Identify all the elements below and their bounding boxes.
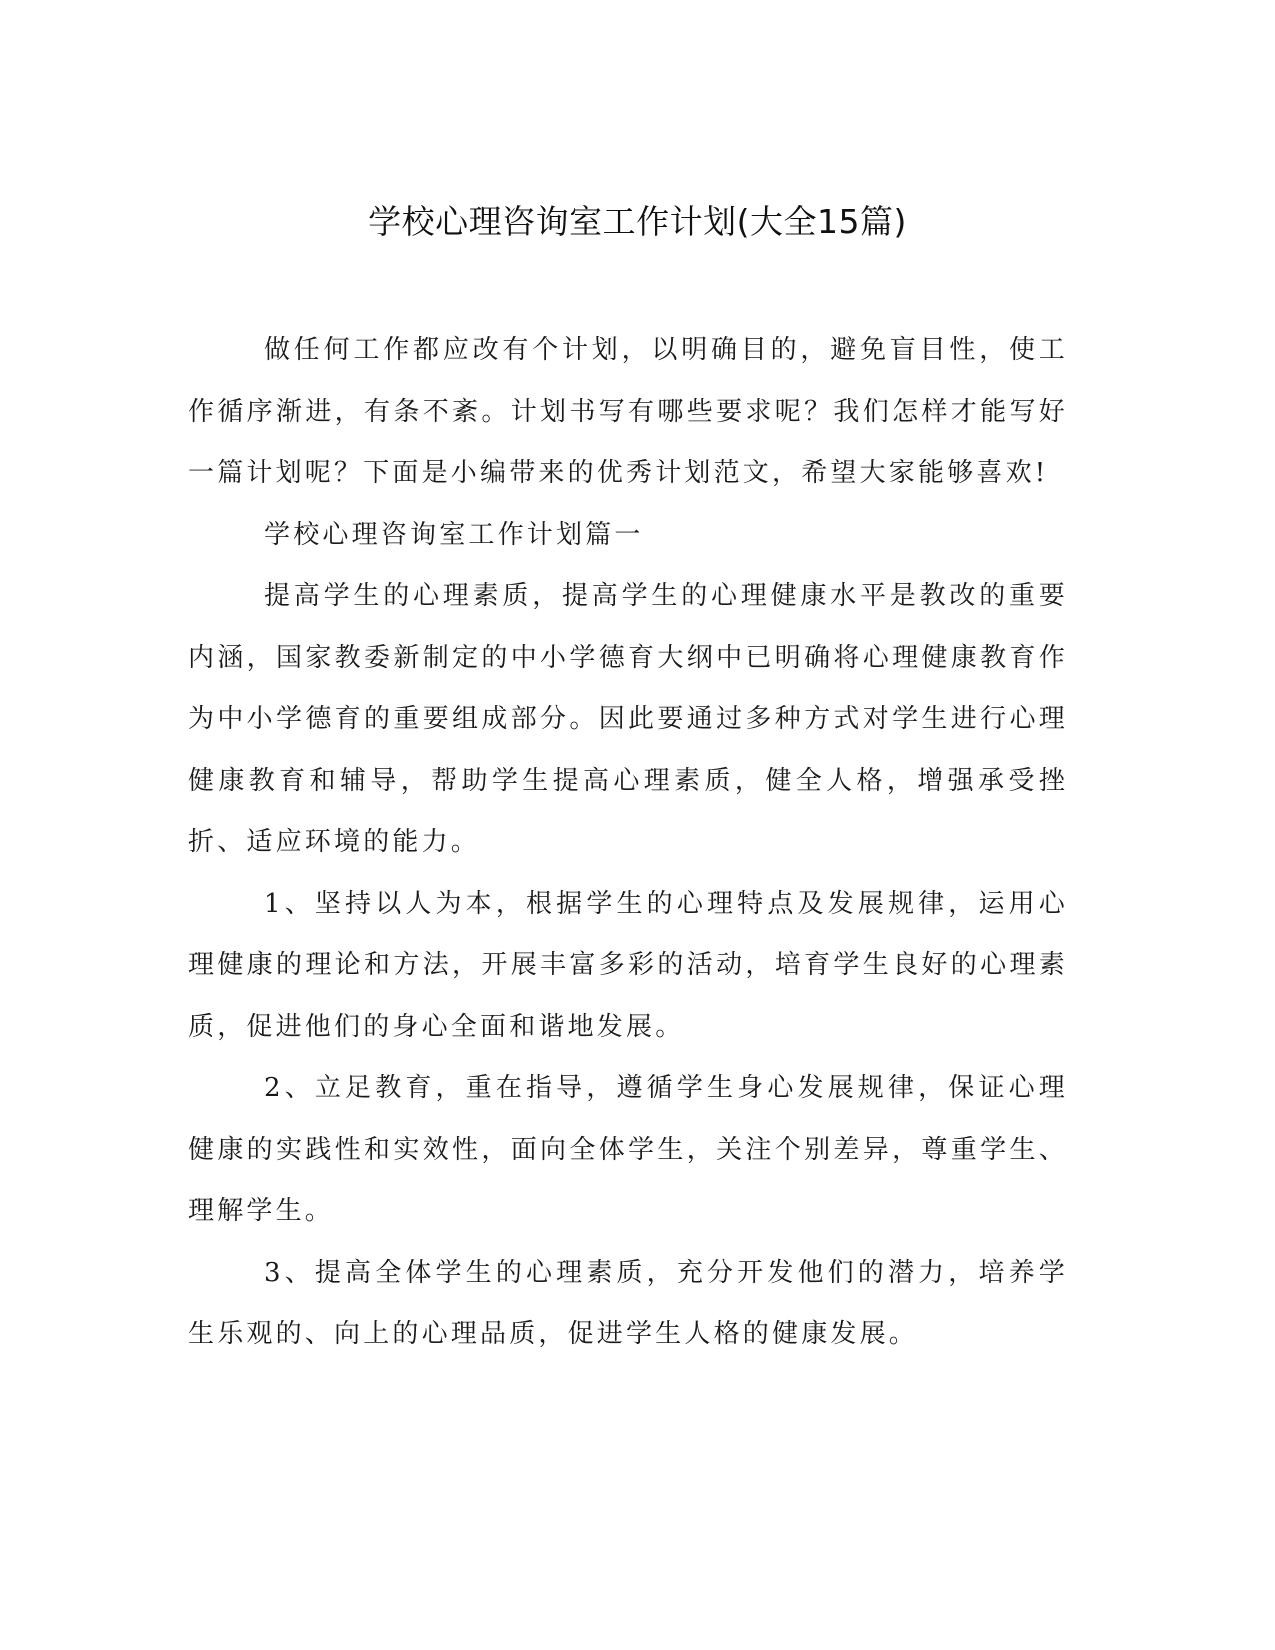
body-paragraph: 提高学生的心理素质，提高学生的心理健康水平是教改的重要内涵，国家教委新制定的中小学德育大纲中已明确将心理健康教育作为中小学德育的重要组成部分。因此要通过多种方式对学生进行心理健康教育和辅导，帮助学生提高心理素质，健全人格，增强承受挫折、适应环境的能力。 [188, 581, 1068, 857]
body-paragraph: 2、立足教育，重在指导，遵循学生身心发展规律，保证心理健康的实践性和实效性，面向全体学生，关注个别差异，尊重学生、理解学生。 [188, 1073, 1068, 1226]
body-paragraph: 3、提高全体学生的心理素质，充分开发他们的潜力，培养学生乐观的、向上的心理品质，促进学生人格的健康发展。 [188, 1257, 1068, 1349]
intro-paragraph: 做任何工作都应改有个计划，以明确目的，避免盲目性，使工作循序渐进，有条不紊。计划书写有哪些要求呢？我们怎样才能写好一篇计划呢？下面是小编带来的优秀计划范文，希望大家能够喜欢! [188, 335, 1068, 488]
document-body [188, 320, 1068, 1366]
section-heading: 学校心理咨询室工作计划篇一 [264, 519, 644, 550]
body-paragraph: 1、坚持以人为本，根据学生的心理特点及发展规律，运用心理健康的理论和方法，开展丰富多彩的活动，培育学生良好的心理素质，促进他们的身心全面和谐地发展。 [188, 888, 1068, 1042]
document-title: 学校心理咨询室工作计划(大全15篇) [368, 202, 907, 241]
